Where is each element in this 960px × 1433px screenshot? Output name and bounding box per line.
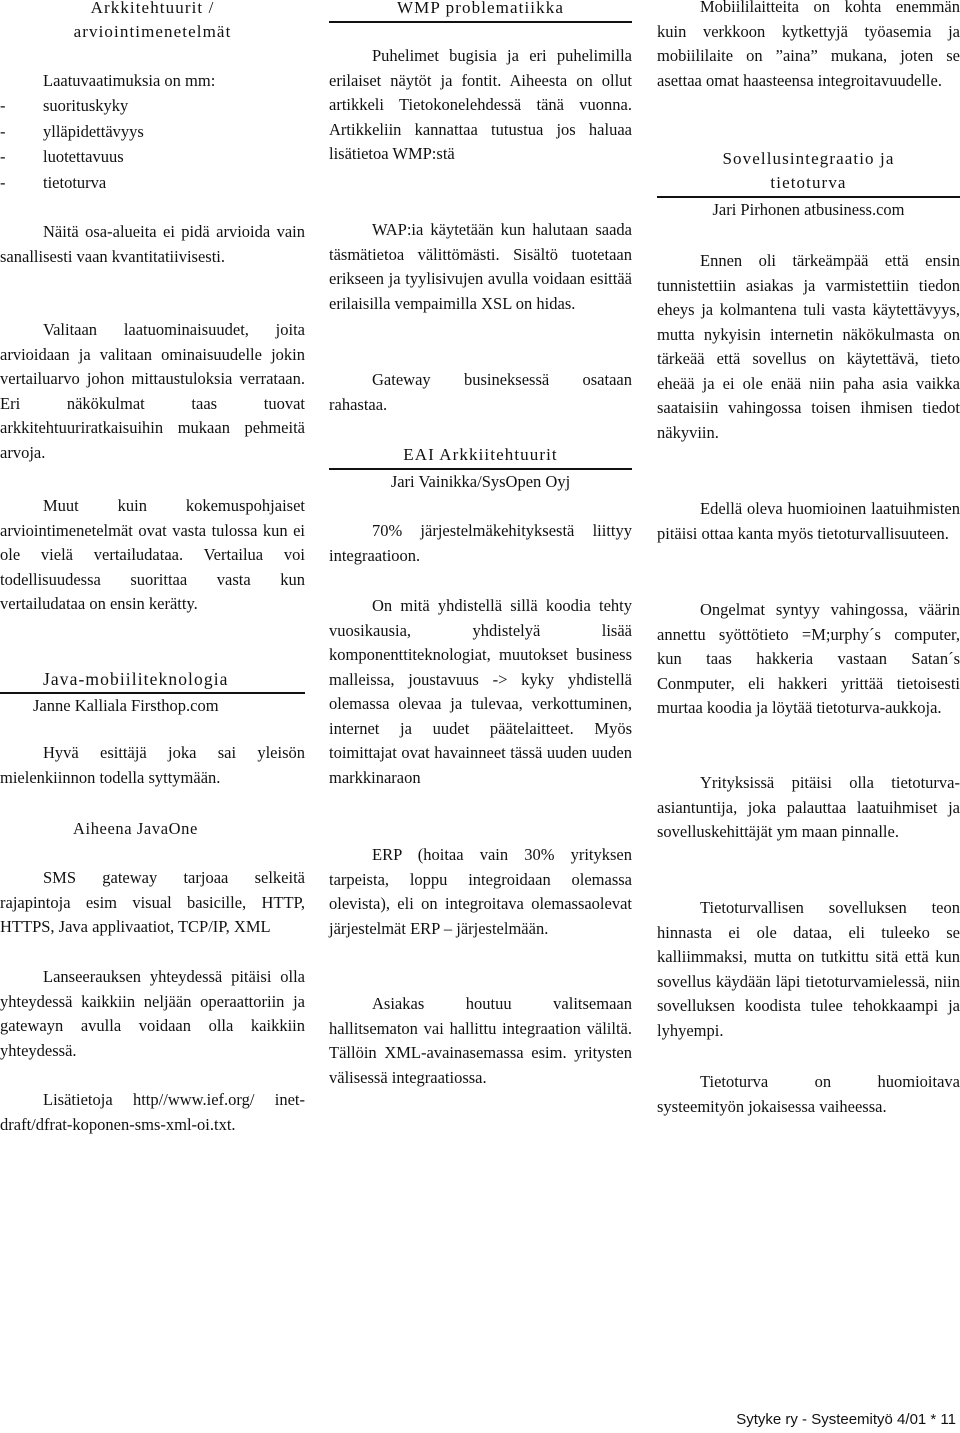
paragraph-ongelmat: Ongelmat syntyy vahingossa, väärin annettu syöttötieto =M;urphy´s computer, kun taas hakkeria vastaan Satan´s Conmputer, eli hakkeri yrittää tietoisesti murtaa koodia ja löytää tietoturva-aukkoja. [657, 600, 960, 717]
paragraph-70-percent: 70% järjestelmäkehityksestä liittyy integraatioon. [329, 521, 632, 565]
section-integration-security [657, 147, 960, 222]
paragraph-tietoturvallisen: Tietoturvallisen sovelluksen teon hinnasta ei ole dataa, eli tuleeko se kalliimmaksi, mutta on tutkittu sitä että kun sovellus käydään läpi tietoturvamielessä, niin sovelluksen koodista tulee tehokkaampi ja lyhyempi. [657, 898, 960, 1040]
paragraph-tietoturva-on: Tietoturva on huomioitava systeemityön jokaisessa vaiheessa. [657, 1072, 960, 1116]
paragraph-hyva: Hyvä esittäjä joka sai yleisön mielenkiinnon todella syttymään. [0, 743, 305, 787]
requirements-intro: Laatuvaatimuksia on mm: [43, 71, 216, 90]
list-item: - ylläpidettävyys [0, 121, 144, 141]
requirements-list [0, 93, 305, 195]
integration-author: Jari Pirhonen atbusiness.com [712, 200, 905, 219]
heading-eai: EAI Arkkiitehtuurit [329, 443, 632, 470]
paragraph-gateway: Gateway busineksessä osataan rahastaa. [329, 370, 632, 414]
heading-wmp: WMP problematiikka [329, 0, 632, 23]
java-author: Janne Kalliala Firsthop.com [33, 696, 219, 715]
paragraph-sms: SMS gateway tarjoaa selkeitä rajapintoja esim visual basicille, HTTP, HTTPS, Java applivaatiot, TCP/IP, XML [0, 868, 305, 936]
paragraph-edella: Edellä oleva huomioinen laatuihmisten pitäisi ottaa kanta myös tietoturvallisuuteen. [657, 499, 960, 543]
heading-integration-line1: Sovellusintegraatio ja [722, 149, 895, 168]
paragraph-on-mita: On mitä yhdistellä sillä koodia tehty vuosikausia, yhdistelyä lisää komponenttiteknologiat, muutokset business malleissa, joustavuus -> kyky yhdistellä olemassa olevaa ja tulevaa, verkottuminen, internet ja uudet päätelaitteet. Myös toimittajat ovat havainneet tässä uuden uuden markkinaraon [329, 596, 632, 787]
list-item: - luotettavuus [0, 147, 124, 166]
paragraph-lisatietoja: Lisätietoja http//www.ief.org/ inet-draft/dfrat-koponen-sms-xml-oi.txt. [0, 1090, 305, 1134]
section-architectures [0, 0, 305, 44]
paragraph-ennen: Ennen oli tärkeämpää että ensin tunnistettiin asiakas ja varmistettiin tiedon eheys ja kolmantena tuli vasta käytettävyys, mutta nykyisin internetin näkökulmasta on tärkeää että sovellus on käytettävä, tieto eheää ja ei ole enää niin paha asia vaikka saataisiin vahingossa toisen ihmisen tiedot näkyviin. [657, 251, 960, 442]
section-eai [329, 443, 632, 494]
paragraph-wap: WAP:ia käytetään kun halutaan saada täsmätietoa välittömästi. Sisältö tuotetaan erikseen ja tyylisivujen avulla voidaan esittää erilaisilla vempaimilla XSL on hidas. [329, 220, 632, 313]
heading-aiheena: Aiheena JavaOne [73, 819, 198, 838]
paragraph-valitaan: Valitaan laatuominaisuudet, joita arvioidaan ja valitaan ominaisuudelle jokin vertailuarvo johon mittaustuloksia verrataan. Eri näkökulmat taas tuovat arkkitehtuuriratkaisuihin mukaan pehmeitä arvoja. [0, 320, 305, 462]
eai-author: Jari Vainikka/SysOpen Oyj [390, 472, 571, 491]
paragraph-lanseeraus: Lanseerauksen yhteydessä pitäisi olla yhteydessä kaikkiin neljään operaattoriin ja gatewayn avulla voidaan olla kaikkiin yhteydessä. [0, 967, 305, 1060]
paragraph-mobiili: Mobiililaitteita on kohta enemmän kuin verkkoon kytkettyjä työasemia ja mobiililaite on ”aina” mukana, joten se asettaa omat haasteensa integroitavuudelle. [657, 0, 960, 90]
page-footer: Sytyke ry - Systeemityö 4/01 * 11 [736, 1411, 956, 1428]
paragraph-osa-alueita: Näitä osa-alueita ei pidä arvioida vain sanallisesti vaan kvantitatiivisesti. [0, 222, 305, 266]
list-item: - suorituskyky [0, 96, 129, 115]
paragraph-yrityksissa: Yrityksissä pitäisi olla tietoturva-asiantuntija, joka palauttaa laatuihmiset ja sovelluskehittäjät ym maan pinnalle. [657, 773, 960, 841]
section-java [0, 667, 305, 718]
paragraph-puhelimet: Puhelimet bugisia ja eri puhelimilla erilaiset näytöt ja fontit. Aiheesta on ollut artikkeli Tietokonelehdessä tänä vuonna. Artikkeliin kannattaa tutustua jos haluaa lisätietoa WMP:stä [329, 46, 632, 163]
heading-integration-line2: tietoturva [657, 171, 960, 198]
paragraph-asiakas: Asiakas houtuu valitsemaan hallitsematon vai hallittu integraation väliltä. Tällöin XML-avainasemassa esim. yritysten välisessä integraatiossa. [329, 994, 632, 1087]
list-item: - tietoturva [0, 172, 107, 192]
paragraph-muut: Muut kuin kokemuspohjaiset arviointimenetelmät ovat vasta tulossa kun ei ole vielä vertailudataa. Vertailua voi todellisuudessa suorittaa vasta kun vertailudataa on ensin kerätty. [0, 496, 305, 613]
heading-architectures-line2: arviointimenetelmät [73, 22, 232, 41]
heading-java-mobile: Java-mobiiliteknologia [0, 667, 305, 694]
heading-architectures-line1: Arkkitehtuurit / [90, 0, 215, 17]
paragraph-erp: ERP (hoitaa vain 30% yrityksen tarpeista, loppu integroidaan olemassa olevista), eli on integroitava olemassaolevat järjestelmät ERP – järjestelmään. [329, 845, 632, 938]
